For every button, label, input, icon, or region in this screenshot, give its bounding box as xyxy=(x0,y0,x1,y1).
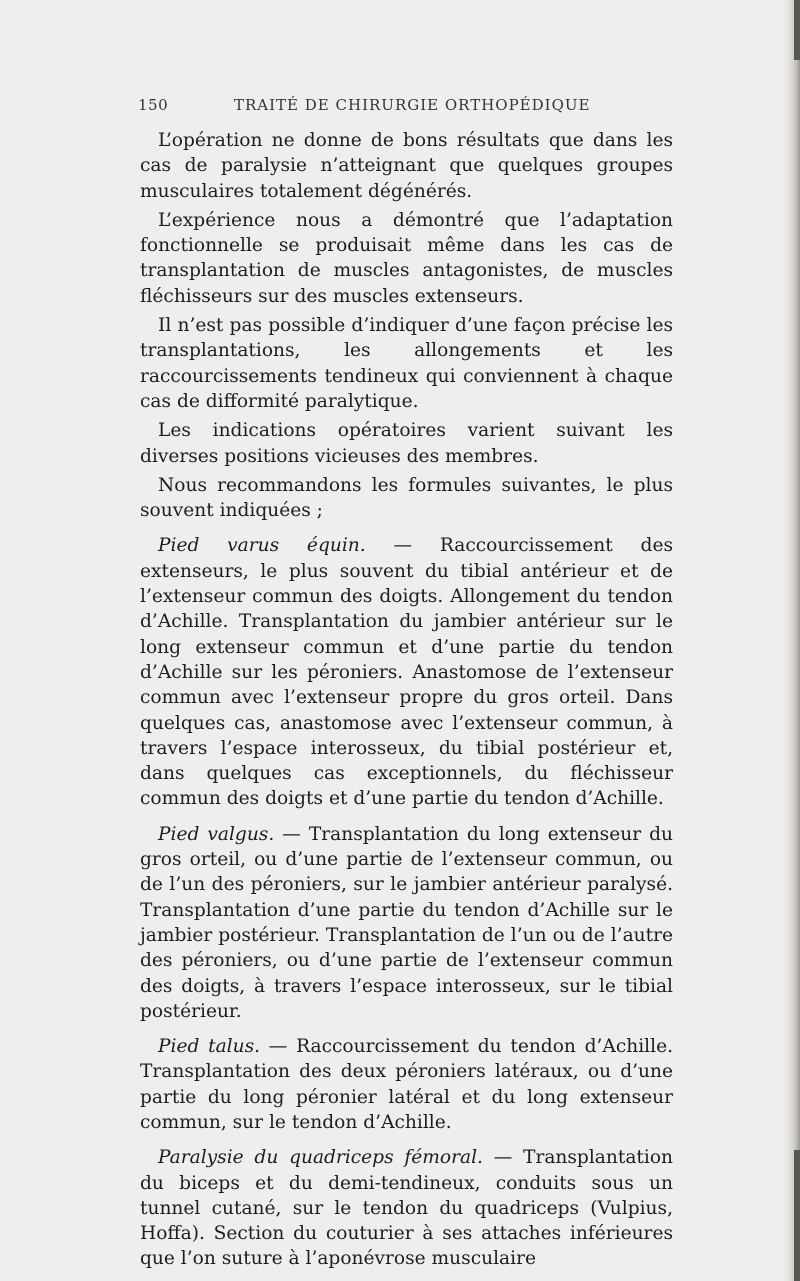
paragraph-text: L’expérience nous a démontré que l’adaptation fonctionnelle se produisait même dans les cas de transplantation de muscles antagonistes, de muscles fléchisseurs sur des muscles extenseurs. xyxy=(140,209,673,307)
paragraph xyxy=(140,128,673,204)
body-text xyxy=(140,128,673,1276)
paragraph xyxy=(140,313,673,414)
paragraph-lead: Paralysie du quadriceps fémoral. xyxy=(158,1147,483,1169)
page-edge-dark xyxy=(794,1150,800,1281)
paragraph-paralysie-quadriceps xyxy=(140,1145,673,1271)
paragraph-text: — Transplantation du biceps et du demi-tendineux, conduits sous un tunnel cutané, sur le tendon du quadriceps (Vulpius, Hoffa). Section du couturier à ses attaches inférieures que l’on suture à l’aponévrose musculaire xyxy=(140,1147,673,1270)
paragraph-pied-valgus xyxy=(140,822,673,1024)
page-edge-shadow xyxy=(782,0,800,1281)
paragraph-text: — Raccourcissement des extenseurs, le plus souvent du tibial antérieur et de l’extenseur commun des doigts. Allongement du tendon d’Achille. Transplantation du jambier antérieur sur le long extenseur commun et d’une partie du tendon d’Achille sur les péroniers. Anastomose de l’extenseur commun avec l’extenseur propre du gros orteil. Dans quelques cas, anastomose avec l’extenseur commun, à travers l’espace interosseux, du tibial postérieur et, dans quelques cas exceptionnels, du fléchisseur commun des doigts et d’une partie du tendon d’Achille. xyxy=(140,535,673,810)
paragraph-text: — Transplantation du long extenseur du gros orteil, ou d’une partie de l’extenseur commun, ou de l’un des péroniers, sur le jambier antérieur paralysé. Transplantation d’une partie du tendon d’Achille sur le jambier postérieur. Transplantation de l’un ou de l’autre des péroniers, ou d’une partie de l’extenseur commun des doigts, à travers l’espace interosseux, sur le tibial postérieur. xyxy=(140,823,673,1022)
paragraph-text: — Raccourcissement du tendon d’Achille. Transplantation des deux péroniers latéraux, ou d’une partie du long péronier latéral et du long extenseur commun, sur le tendon d’Achille. xyxy=(140,1036,673,1133)
running-title: TRAITÉ DE CHIRURGIE ORTHOPÉDIQUE xyxy=(234,96,591,114)
paragraph xyxy=(140,418,673,469)
paragraph-pied-talus xyxy=(140,1034,673,1135)
running-header xyxy=(138,96,658,120)
paragraph xyxy=(140,208,673,309)
paragraph-lead: Pied varus équin. xyxy=(158,535,366,557)
paragraph-text: L’opération ne donne de bons résultats que dans les cas de paralysie n’atteignant que quelques groupes musculaires totalement dégénérés. xyxy=(140,130,673,202)
page-edge-dark xyxy=(794,0,800,60)
page-number: 150 xyxy=(138,96,169,114)
paragraph-text: Il n’est pas possible d’indiquer d’une façon précise les transplantations, les allongements et les raccourcissements tendineux qui conviennent à chaque cas de difformité paralytique. xyxy=(140,315,673,412)
paragraph-text: Nous recommandons les formules suivantes, le plus souvent indiquées ; xyxy=(140,474,673,522)
paragraph-lead: Pied valgus. xyxy=(158,823,275,845)
paragraph-pied-varus-equin xyxy=(140,533,673,811)
paragraph-text: Les indications opératoires varient suivant les diverses positions vicieuses des membres. xyxy=(140,420,673,467)
paragraph xyxy=(140,473,673,524)
paragraph-lead: Pied talus. xyxy=(158,1036,261,1058)
